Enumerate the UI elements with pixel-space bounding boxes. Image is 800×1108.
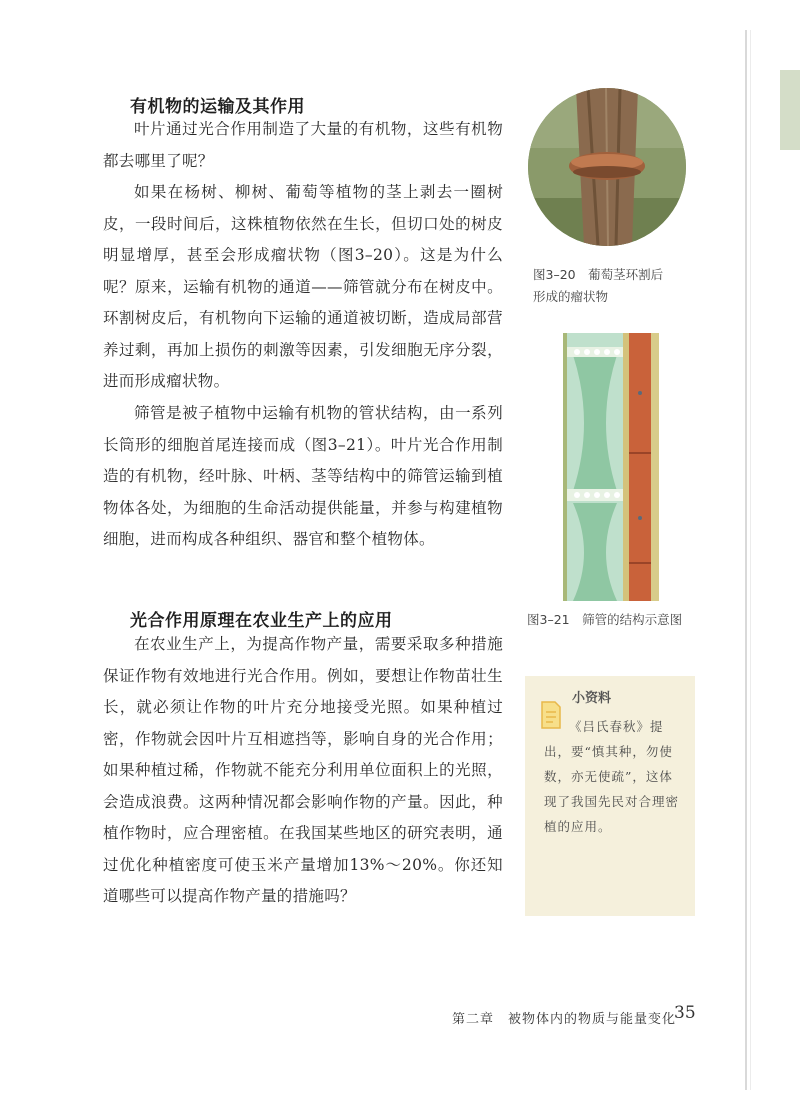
paragraph-2: 如果在杨树、柳树、葡萄等植物的茎上剥去一圈树皮，一段时间后，这株植物依然在生长，但切口处的树皮明显增厚，甚至会形成瘤状物（图3–20）。这是为什么呢？原来，运输有机物的通道——筛管就分布在树皮中。环割树皮后，有机物向下运输的通道被切断，造成局部营养过剩，再加上损伤的刺激等因素，引发细胞无序分裂，进而形成瘤状物。 <box>103 183 503 390</box>
paragraph-3: 筛管是被子植物中运输有机物的管状结构，由一系列长筒形的细胞首尾连接而成（图3–21）。叶片光合作用制造的有机物，经叶脉、叶柄、茎等结构中的筛管运输到植物体各处，为细胞的生命活动提供能量，并参与构建植物细胞，进而构成各种组织、器官和整个植物体。 <box>103 404 503 548</box>
sieve-tube-diagram <box>563 333 659 601</box>
figure-3-20-caption-line1: 图3–20 葡萄茎环割后 <box>533 267 664 282</box>
figure-3-21-caption: 图3–21 筛管的结构示意图 <box>527 612 683 627</box>
grape-stem-illustration <box>528 88 686 246</box>
paragraph-1: 叶片通过光合作用制造了大量的有机物，这些有机物都去哪里了呢？ <box>103 120 503 170</box>
paragraph-4: 在农业生产上，为提高作物产量，需要采取多种措施保证作物有效地进行光合作用。例如，要想让作物苗壮生长，就必须让作物的叶片充分地接受光照。如果种植过密，作物就会因叶片互相遮挡等，影响自身的光合作用；如果种植过稀，作物就不能充分利用单位面积上的光照，会造成浪费。这两种情况都会影响作物的产量。因此，种植作物时，应合理密植。在我国某些地区的研究表明，通过优化种植密度可使玉米产量增加13%～20%。你还知道哪些可以提高作物产量的措施吗？ <box>103 635 503 905</box>
section-heading-organic-transport: 有机物的运输及其作用 <box>130 97 305 117</box>
footer-chapter-title: 第二章 被物体内的物质与能量变化 <box>452 1012 677 1027</box>
info-box-title: 小资料 <box>572 691 612 706</box>
grape-stem-photo <box>528 88 686 246</box>
page-edge-line-inner <box>750 30 751 1090</box>
section-heading-agriculture: 光合作用原理在农业生产上的应用 <box>130 611 393 631</box>
adjacent-page-image <box>780 70 800 150</box>
page-number: 35 <box>674 1003 696 1023</box>
page-edge-line <box>745 30 747 1090</box>
figure-3-20-caption-line2: 形成的瘤状物 <box>533 289 609 304</box>
info-box-text: 《吕氏春秋》提出，要“慎其种，勿使数，亦无使疏”，这体现了我国先民对合理密植的应用。 <box>544 719 680 834</box>
